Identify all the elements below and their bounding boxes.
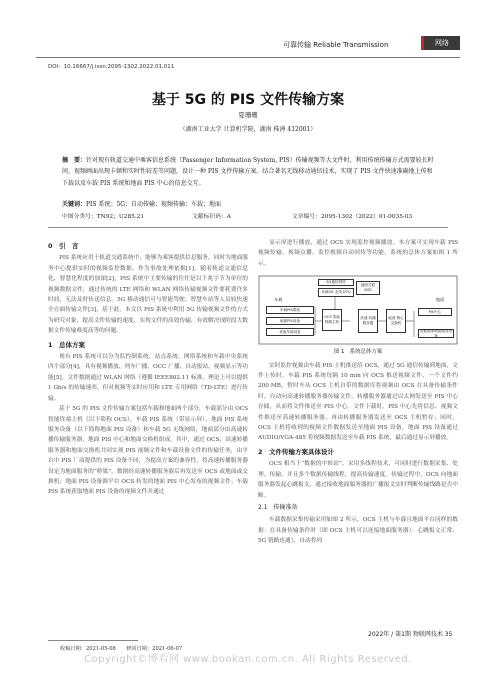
doi: DOI：10.16667/j.issn.2095-1302.2022.01.011 bbox=[48, 64, 175, 70]
author: 夏珊珊 bbox=[238, 111, 258, 119]
page-footer: 2022年 / 第1期 物联网技术 35 bbox=[368, 631, 453, 638]
article-title: 基于 5G 的 PIS 文件传输方案 bbox=[151, 92, 345, 108]
abstract-text: 针对现有轨道交通中乘客信息系统（Passenger Information System, PIS）传输视频等大文件时，利用传统传输方式需要较长时间，视频画面出现卡顿和实时性较差等问题，设计一种 PIS 文件传输方案。结合著名无线移动通信技术，实现了 PIS 文件快速准确地上传和下载以及车载 PIS 系统和地面 PIS 中心的信息交互。 bbox=[62, 157, 434, 187]
paragraph: 车载数据采集传输采用如图 2 所示，OCS 主机与车载且地面平台同样的数据：在具备传输条件时（即 OCS 主机可以连接地面服务器）：心跳报文正常、5G 链路连通），自动将列 bbox=[258, 517, 458, 545]
paragraph: 现有 PIS 系统可以分为监控制系统、站点系统、网络系统和车载中央系统四个部分[4]，具有视频播放、列车广播、OCC 广播、自动报站、视频显示等功能[5]。文件数据通过 WLAN 网络（遵循 IEEE802.11 标准，理论上可以提供 1 Gb/s 的传输速率，但对视频等实时应用和 LTE 专用网络（TD-LTE）进行传输。 bbox=[48, 354, 248, 402]
figure-caption: 图 1 系统总体方案 bbox=[333, 349, 383, 356]
box-car-pis-system: 车载PIS系统 bbox=[266, 306, 314, 314]
zone-label-car: 车载 bbox=[274, 297, 283, 303]
paragraph: PIS 系统应用于轨道交通系统中，能够为乘客提供信息服务，同时为地面服务中心提供实时的视频监控数据，作为事故处理依据[1]。随着轨道交通信息化、智慧化程度的加深[2]，PIS 系统中主要传输的往往是以千兆字节为单位的视频数据文件，通过传统的 LTE 网络和 WLAN 网络传输视频文件要耗费许多时间，无法及时传送信息。5G 移动通信可与智能驾驶、智慧车站等人员较快速全方面传输文件[3]，基于此，本文以 PIS 系统中利用 5G 传输视频文件的方式为研究对象，提高文件传输的速度，实现文件的高效传输，有效解决现阶段大数据文件传输难度高等的问题。 bbox=[48, 255, 248, 335]
box-other-ground-devices: 其他需要地面服务设备 bbox=[419, 328, 453, 338]
paragraph: 基于 5G 的 PIS 文件传输方案包括车载和地面两个部分，车载部分由 OCS 智能终端主机（以下简称 OCS），车载 PIS 系统（带显示屏）、地面 PIS 系统服务设备（以下简称地面 PIS 设备）和车载 5G 无线网络，地面部分由高速转播传输服务器，地面 PIS 中心和地面交换机组成。其中，通过 OCS，高速转播服务器和地面交换机共同实现 PIS 视频文件和车载设备文件的传输任务，由平台中 PIS 厂商提供的 PIS 设备不同，为提高方案的兼容性，将高速转播服务器设定为地面服务的“桥梁”，数据经高速转播服务器后再发送至 OCS 或地面或交换机；地面 PIS 设备调平台 OCS 转发的地面 PIS 中心发布的视频文件；车载 PIS 系统获取地面 PIS 设备的视频文件并通过 bbox=[48, 406, 248, 496]
paragraph: 显示屏进行播放，通过 OCS 实现监控视频播放。本方案可实现车载 PIS 视频传输、视频点播、监控视频自动回传等功能，系统的总体方案如图 1 所示。 bbox=[258, 240, 458, 267]
box-ground-pis-device: 地面PIS设备 bbox=[266, 317, 314, 325]
copyright-watermark: Copyright©博看网 www.bookan.com.cn. All Rights Reserved. bbox=[84, 654, 412, 665]
box-ground-relay: 地面关联 DSS bbox=[356, 281, 380, 295]
paragraph: OCS 相当于“数据的中转站”，采用多线程技术，可同时进行数据采集、处理、传输，并且多个数据传输线程，提高传输速度。传输过程中，OCS 向地面服务器发起心跳报文，通过接收地面服务器的广播报文实时判断传输线路是否中断。 bbox=[258, 461, 458, 499]
logo-text: 网络 bbox=[435, 39, 449, 47]
right-column bbox=[258, 238, 458, 547]
keywords-text: PIS 系统；5G；自动传输；视频传输；车载；地面 bbox=[86, 201, 222, 208]
subsection-heading-preparation: 2.1 传输准备 bbox=[258, 503, 298, 511]
box-ocs-host: OCS 智能 终端主机 bbox=[322, 309, 342, 331]
left-column bbox=[48, 238, 248, 498]
box-relay-server: 高速 转播 服务器 bbox=[358, 309, 378, 333]
section-heading-transmission-design: 2 文件传输方案具体设计 bbox=[258, 447, 335, 456]
section-heading-overall-scheme: 1 总体方案 bbox=[48, 340, 86, 349]
box-5g-dtu: 车载5G 无线 DTU bbox=[318, 288, 354, 297]
document-code: 文献标识码：A bbox=[192, 214, 231, 220]
logo-accent bbox=[421, 36, 424, 50]
zone-label-ground: 地面 bbox=[436, 297, 445, 303]
paragraph: 实时监控视频由车载 PIS 主机推送给 OCS，通过 5G 通信传输到地面，文件上传时，车载 PIS 系统每隔 10 min 向 OCS 推送视频文件，一个文件约 200 MB，暂时车从 OCS 主机自带的数据库将视频由 OCS 在具备传输条件时，自动向高速转播服务器传输文件，转播服务器通过以太网发送至 PIS 中心存储，从而将文件推送至 PIS 中心。文件下载时，PIS 中心先将信息、视频文件推送至高速转播服务器，再由转播服务器发送至 OCS 主机暂存；同时，OCS 主机将收到的视频文件数据发送至地面 PIS 设备，地面 PIS 设备通过 AUDIO/VGA-485 将视频数据发送至车载 PIS 系统，最后通过显示屏播放。 bbox=[258, 362, 458, 442]
article-number: 文章编号：2095-1302（2022）01-0035-03 bbox=[292, 214, 413, 220]
abstract-divider bbox=[48, 227, 448, 228]
footnote-divider bbox=[48, 640, 138, 641]
box-pis-center: PIS中心 bbox=[418, 308, 452, 316]
keywords bbox=[62, 199, 221, 208]
affiliation: （湖南工业大学 计算机学院，湖南 株洲 412001） bbox=[179, 126, 317, 133]
journal-logo bbox=[424, 36, 460, 50]
clc-number: 中图分类号：TN92；U285.21 bbox=[62, 214, 145, 220]
abstract bbox=[62, 155, 436, 189]
section-heading-introduction: 0 引 言 bbox=[48, 242, 79, 250]
journal-section-title: 可靠传输 Reliable Transmission bbox=[283, 41, 389, 49]
box-other-car-devices: 其他车载设备 bbox=[266, 328, 314, 336]
abstract-label: 摘 要： bbox=[62, 157, 87, 164]
received-dates: 收稿日期：2021-05-08 修回日期：2021-06-07 bbox=[60, 646, 183, 652]
keywords-label: 关键词： bbox=[62, 201, 87, 208]
box-core-switch: 地面 核心 交换机 bbox=[386, 309, 406, 333]
page-header bbox=[0, 8, 496, 54]
header-divider bbox=[36, 57, 460, 58]
figure-system-diagram bbox=[258, 275, 458, 345]
box-5g-network: 5G通信网络 bbox=[318, 279, 354, 286]
